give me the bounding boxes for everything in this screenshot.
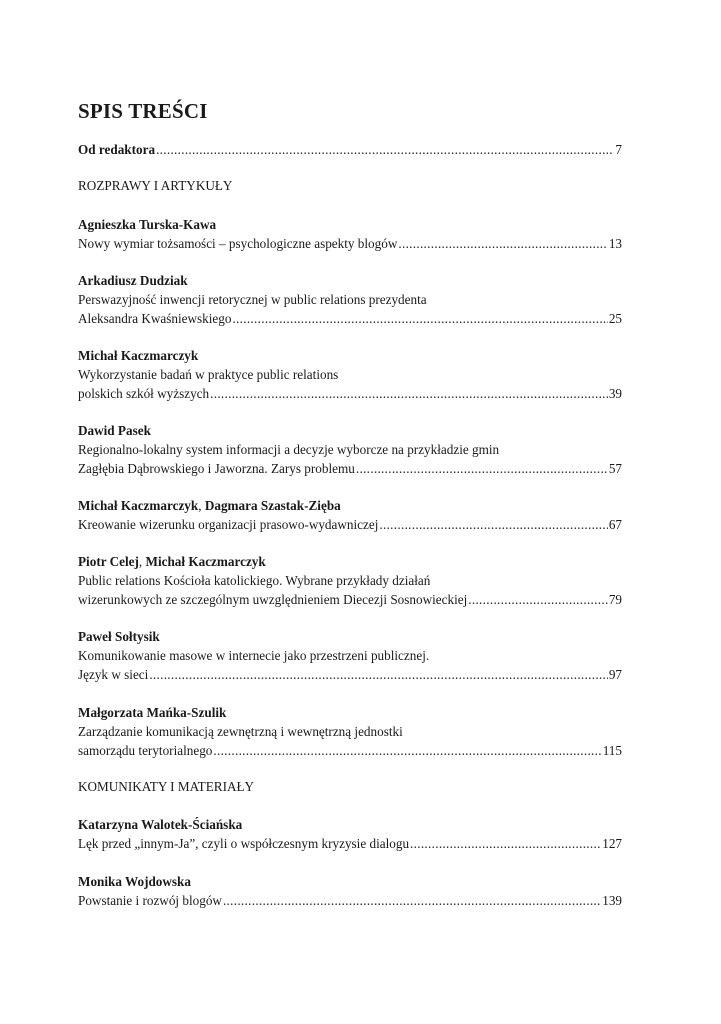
toc-page-number: 97 (608, 667, 622, 682)
toc-entry-title: polskich szkół wyższych (78, 386, 210, 401)
section-heading: ROZPRAWY I ARTYKUŁY (78, 178, 233, 193)
toc-entry-title: wizerunkowych ze szczególnym uwzględnieniem Diecezji Sosnowieckiej (78, 592, 468, 607)
toc-entry-title: Język w sieci (78, 667, 149, 682)
author-name: Małgorzata Mańka-Szulik (78, 705, 227, 720)
toc-entry[interactable] (78, 892, 622, 909)
toc-author (78, 816, 622, 833)
section-heading: KOMUNIKATY I MATERIAŁY (78, 779, 255, 794)
author-name: Michał Kaczmarczyk (145, 554, 266, 569)
toc-author (78, 422, 622, 439)
dot-leader (156, 141, 614, 158)
dot-leader (379, 516, 607, 533)
toc-page-number: 7 (615, 142, 622, 157)
toc-entry[interactable] (78, 516, 622, 533)
toc-page-number: 39 (608, 386, 622, 401)
toc-entry-title: Zagłębia Dąbrowskiego i Jaworzna. Zarys problemu (78, 461, 355, 476)
toc-author (78, 216, 622, 233)
toc-entry[interactable] (78, 591, 622, 608)
toc-entry-title: samorządu terytorialnego (78, 743, 213, 758)
toc-page-number: 25 (608, 311, 622, 326)
toc-author (78, 553, 622, 570)
toc-page-number: 13 (608, 236, 622, 251)
toc-page-number: 115 (602, 743, 622, 758)
toc-entry[interactable] (78, 235, 622, 252)
toc-entry-title: Powstanie i rozwój blogów (78, 893, 222, 908)
author-name: Arkadiusz Dudziak (78, 273, 188, 288)
toc-entry-title: Zarządzanie komunikacją zewnętrzną i wewnętrzną jednostki (78, 724, 403, 739)
section-heading-articles (78, 177, 622, 194)
toc-entry-title: Od redaktora (78, 142, 156, 157)
toc-author (78, 873, 622, 890)
toc-page-number: 79 (608, 592, 622, 607)
author-name: Michał Kaczmarczyk (78, 498, 199, 513)
dot-leader (149, 666, 608, 683)
author-name: Agnieszka Turska-Kawa (78, 217, 217, 232)
author-name: Dagmara Szastak-Zięba (204, 498, 341, 513)
toc-entry-editor[interactable] (78, 141, 622, 158)
author-name: Michał Kaczmarczyk (78, 348, 199, 363)
toc-entry-title: Wykorzystanie badań w praktyce public relations (78, 367, 339, 382)
toc-entry-line[interactable] (78, 441, 622, 458)
toc-entry-title: Regionalno-lokalny system informacji a decyzje wyborcze na przykładzie gmin (78, 442, 500, 457)
toc-page-number: 127 (602, 836, 622, 851)
toc-entry-line[interactable] (78, 572, 622, 589)
toc-page-number: 57 (608, 461, 622, 476)
toc-entry[interactable] (78, 666, 622, 683)
dot-leader (213, 742, 601, 759)
toc-author (78, 704, 622, 721)
dot-leader (410, 835, 601, 852)
toc-entry-line[interactable] (78, 366, 622, 383)
toc-entry-title: Perswazyjność inwencji retorycznej w public relations prezydenta (78, 292, 427, 307)
toc-entry-title: Nowy wymiar tożsamości – psychologiczne aspekty blogów (78, 236, 398, 251)
toc-entry-title: Lęk przed „innym-Ja”, czyli o współczesnym kryzysie dialogu (78, 836, 410, 851)
toc-author (78, 272, 622, 289)
toc-entry-title: Komunikowanie masowe w internecie jako przestrzeni publicznej. (78, 648, 430, 663)
author-name: Paweł Sołtysik (78, 629, 160, 644)
toc-entry-line[interactable] (78, 647, 622, 664)
toc-page-number: 67 (608, 517, 622, 532)
author-name: Monika Wojdowska (78, 874, 191, 889)
author-separator: , (138, 554, 146, 569)
toc-author (78, 497, 622, 514)
toc-entry-line[interactable] (78, 723, 622, 740)
toc-author (78, 628, 622, 645)
toc-entry[interactable] (78, 310, 622, 327)
toc-entry[interactable] (78, 835, 622, 852)
author-name: Piotr Celej (78, 554, 139, 569)
toc-page-number: 139 (602, 893, 622, 908)
toc-entry[interactable] (78, 742, 622, 759)
toc-entry-line[interactable] (78, 291, 622, 308)
dot-leader (356, 460, 608, 477)
toc-entry[interactable] (78, 385, 622, 402)
toc-entry-title: Aleksandra Kwaśniewskiego (78, 311, 232, 326)
toc-entry-title: Kreowanie wizerunku organizacji prasowo-wydawniczej (78, 517, 379, 532)
dot-leader (468, 591, 608, 608)
dot-leader (210, 385, 608, 402)
author-name: Dawid Pasek (78, 423, 151, 438)
toc-author (78, 347, 622, 364)
toc-entry[interactable] (78, 460, 622, 477)
dot-leader (398, 235, 607, 252)
author-name: Katarzyna Walotek-Ściańska (78, 817, 243, 832)
toc-entry-title: Public relations Kościoła katolickiego. Wybrane przykłady działań (78, 573, 431, 588)
author-separator: , (198, 498, 205, 513)
page-title: SPIS TREŚCI (78, 99, 208, 123)
dot-leader (223, 892, 601, 909)
section-heading-reports (78, 778, 622, 795)
dot-leader (232, 310, 607, 327)
